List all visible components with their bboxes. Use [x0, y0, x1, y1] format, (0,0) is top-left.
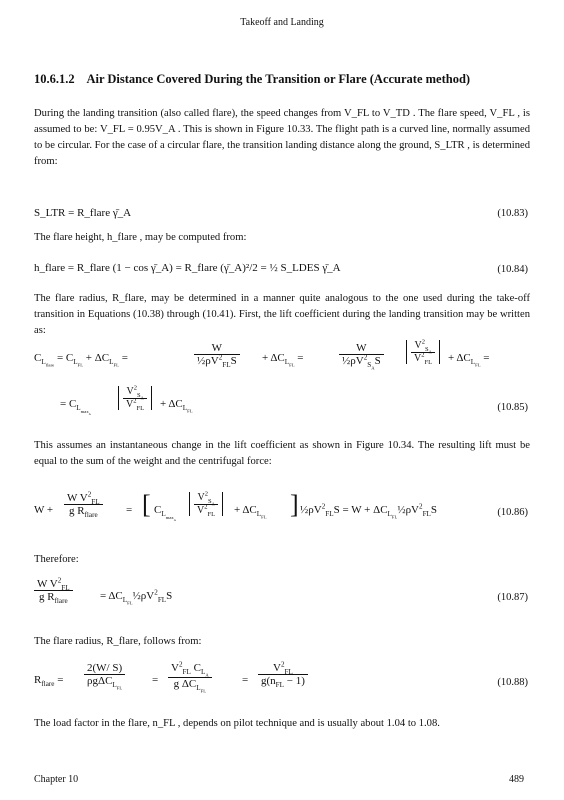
section-heading	[34, 72, 470, 87]
paragraph-2: The flare height, h_flare , may be computed from:	[34, 232, 247, 243]
section-number: 10.6.1.2	[34, 72, 75, 86]
footer-chapter: Chapter 10	[34, 774, 79, 785]
paragraph-3: The flare radius, R_flare, may be determined in a manner quite analogous to the one used during the take-off transition in Equations (10.38) through (10.41). First, the lift coefficient during the landing transition may be written as:	[34, 293, 530, 336]
equation-10-88: $R_{flare}$ = 2(W/ S) ρgΔC$_{L_{FL}}$ = $V^2_{FL}$ $C_{L_A}$ g $\Delta C_{L_{FL}}$ = $V^2_{FL}$ $g(n_{FL} - 1)$	[34, 660, 454, 704]
footer-page-number: 489	[509, 774, 524, 785]
equation-number-10-86: (10.86)	[497, 507, 528, 518]
paragraph-1-text: During the landing transition (also called flare), the speed changes from V_FL to V_TD . The flare speed, V_FL , is assumed to be: V_FL = 0.95V_A . This is shown in Figure 10.33. The flight path is a curved line, normally assumed to be circular. For the case of a circular flare, the transition landing distance along the ground, S_LTR , is determined from:	[34, 108, 530, 167]
section-title: Air Distance Covered During the Transition or Flare (Accurate method)	[86, 72, 471, 86]
equation-number-10-88: (10.88)	[497, 677, 528, 688]
paragraph-1	[34, 106, 530, 170]
paragraph-4: This assumes an instantaneous change in the lift coefficient as shown in Figure 10.34. The resulting lift must be equal to the sum of the weight and the centrifugal force:	[34, 440, 530, 467]
equation-10-87: W $V^2_{FL}$ g $R_{flare}$ = $\Delta C_{L_{FL}}\frac{1}{2}\rho V^2_{FL}S$	[34, 578, 334, 618]
equation-10-86: W + W $V^2_{FL}$ g $R_{flare}$ = [ $C_{L_{max_A}}$ $\frac{V^2_{S_A}}{V^2_{FL}}$ + $\Delta C_{L_{FL}}$ ] $\frac{1}{2}\rho V^2_{FL}S = W$ + $\Delta C_{L_{FL}}\frac{1}{2}\rho V^2_{FL}S$	[34, 490, 438, 522]
equation-number-10-85: (10.85)	[497, 402, 528, 413]
equation-10-85-line-1: $C_{L_{flare}} = C_{L_{FL}} + \Delta C_{L_{FL}}$ = W $\frac{1}{2}\rho V^2_{FL}S$ + $\Delta C_{L_{FL}}$ = W $\frac{1}{2}\rho V^2_{S_A}S$ $\frac{V^2_{S_A}}{V^2_{FL}}$ + $\Delta C_{L_{FL}}$ =	[34, 338, 490, 372]
equation-number-10-83: (10.83)	[497, 208, 528, 219]
paragraph-5: Therefore:	[34, 554, 79, 565]
equation-10-84: h_flare = R_flare (1 − cos γ̄_A) = R_flare (γ̄_A)²/2 = ½ S_LDES γ̄_A	[34, 262, 341, 274]
running-header: Takeoff and Landing	[240, 17, 324, 28]
equation-number-10-84: (10.84)	[497, 264, 528, 275]
equation-number-10-87: (10.87)	[497, 592, 528, 603]
paragraph-6: The flare radius, R_flare, follows from:	[34, 636, 202, 647]
equation-10-85-line-2: = $C_{L_{max_A}}$ $\frac{V^2_{S_A}}{V^2_{FL}}$ + $\Delta C_{L_{FL}}$	[60, 384, 193, 416]
paragraph-7: The load factor in the flare, n_FL , depends on pilot technique and is usually about 1.04 to 1.08.	[34, 718, 440, 729]
equation-10-83: S_LTR = R_flare γ̄_A	[34, 207, 132, 219]
